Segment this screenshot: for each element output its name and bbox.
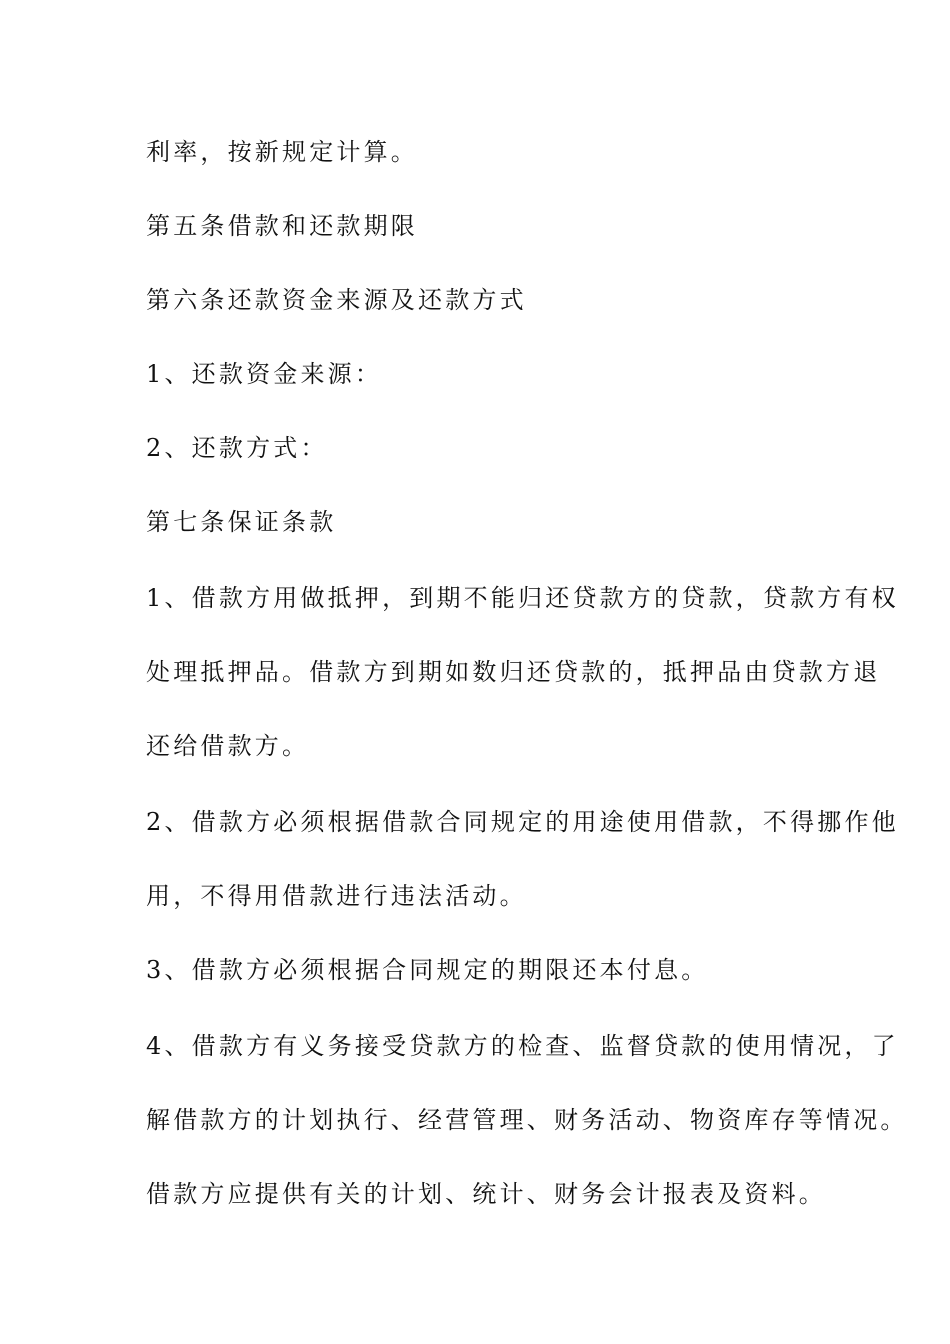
text-line: 还给借款方。: [146, 732, 310, 760]
text-line: 用，不得用借款进行违法活动。: [146, 882, 527, 910]
text-line: 解借款方的计划执行、经营管理、财务活动、物资库存等情况。: [146, 1106, 908, 1134]
text-line: 4、借款方有义务接受贷款方的检查、监督贷款的使用情况，了: [146, 1032, 899, 1060]
text-line: 2、还款方式：: [146, 434, 328, 462]
text-line: 处理抵押品。借款方到期如数归还贷款的，抵押品由贷款方退: [146, 658, 881, 686]
article-heading: 第七条保证条款: [146, 508, 337, 536]
text-line: 利率，按新规定计算。: [146, 138, 418, 166]
article-heading: 第六条还款资金来源及还款方式: [146, 286, 527, 314]
text-line: 2、借款方必须根据借款合同规定的用途使用借款，不得挪作他: [146, 808, 899, 836]
article-heading: 第五条借款和还款期限: [146, 212, 418, 240]
text-line: 1、还款资金来源：: [146, 360, 383, 388]
text-line: 3、借款方必须根据合同规定的期限还本付息。: [146, 956, 709, 984]
text-line: 借款方应提供有关的计划、统计、财务会计报表及资料。: [146, 1180, 826, 1208]
text-line: 1、借款方用做抵押，到期不能归还贷款方的贷款，贷款方有权: [146, 584, 899, 612]
